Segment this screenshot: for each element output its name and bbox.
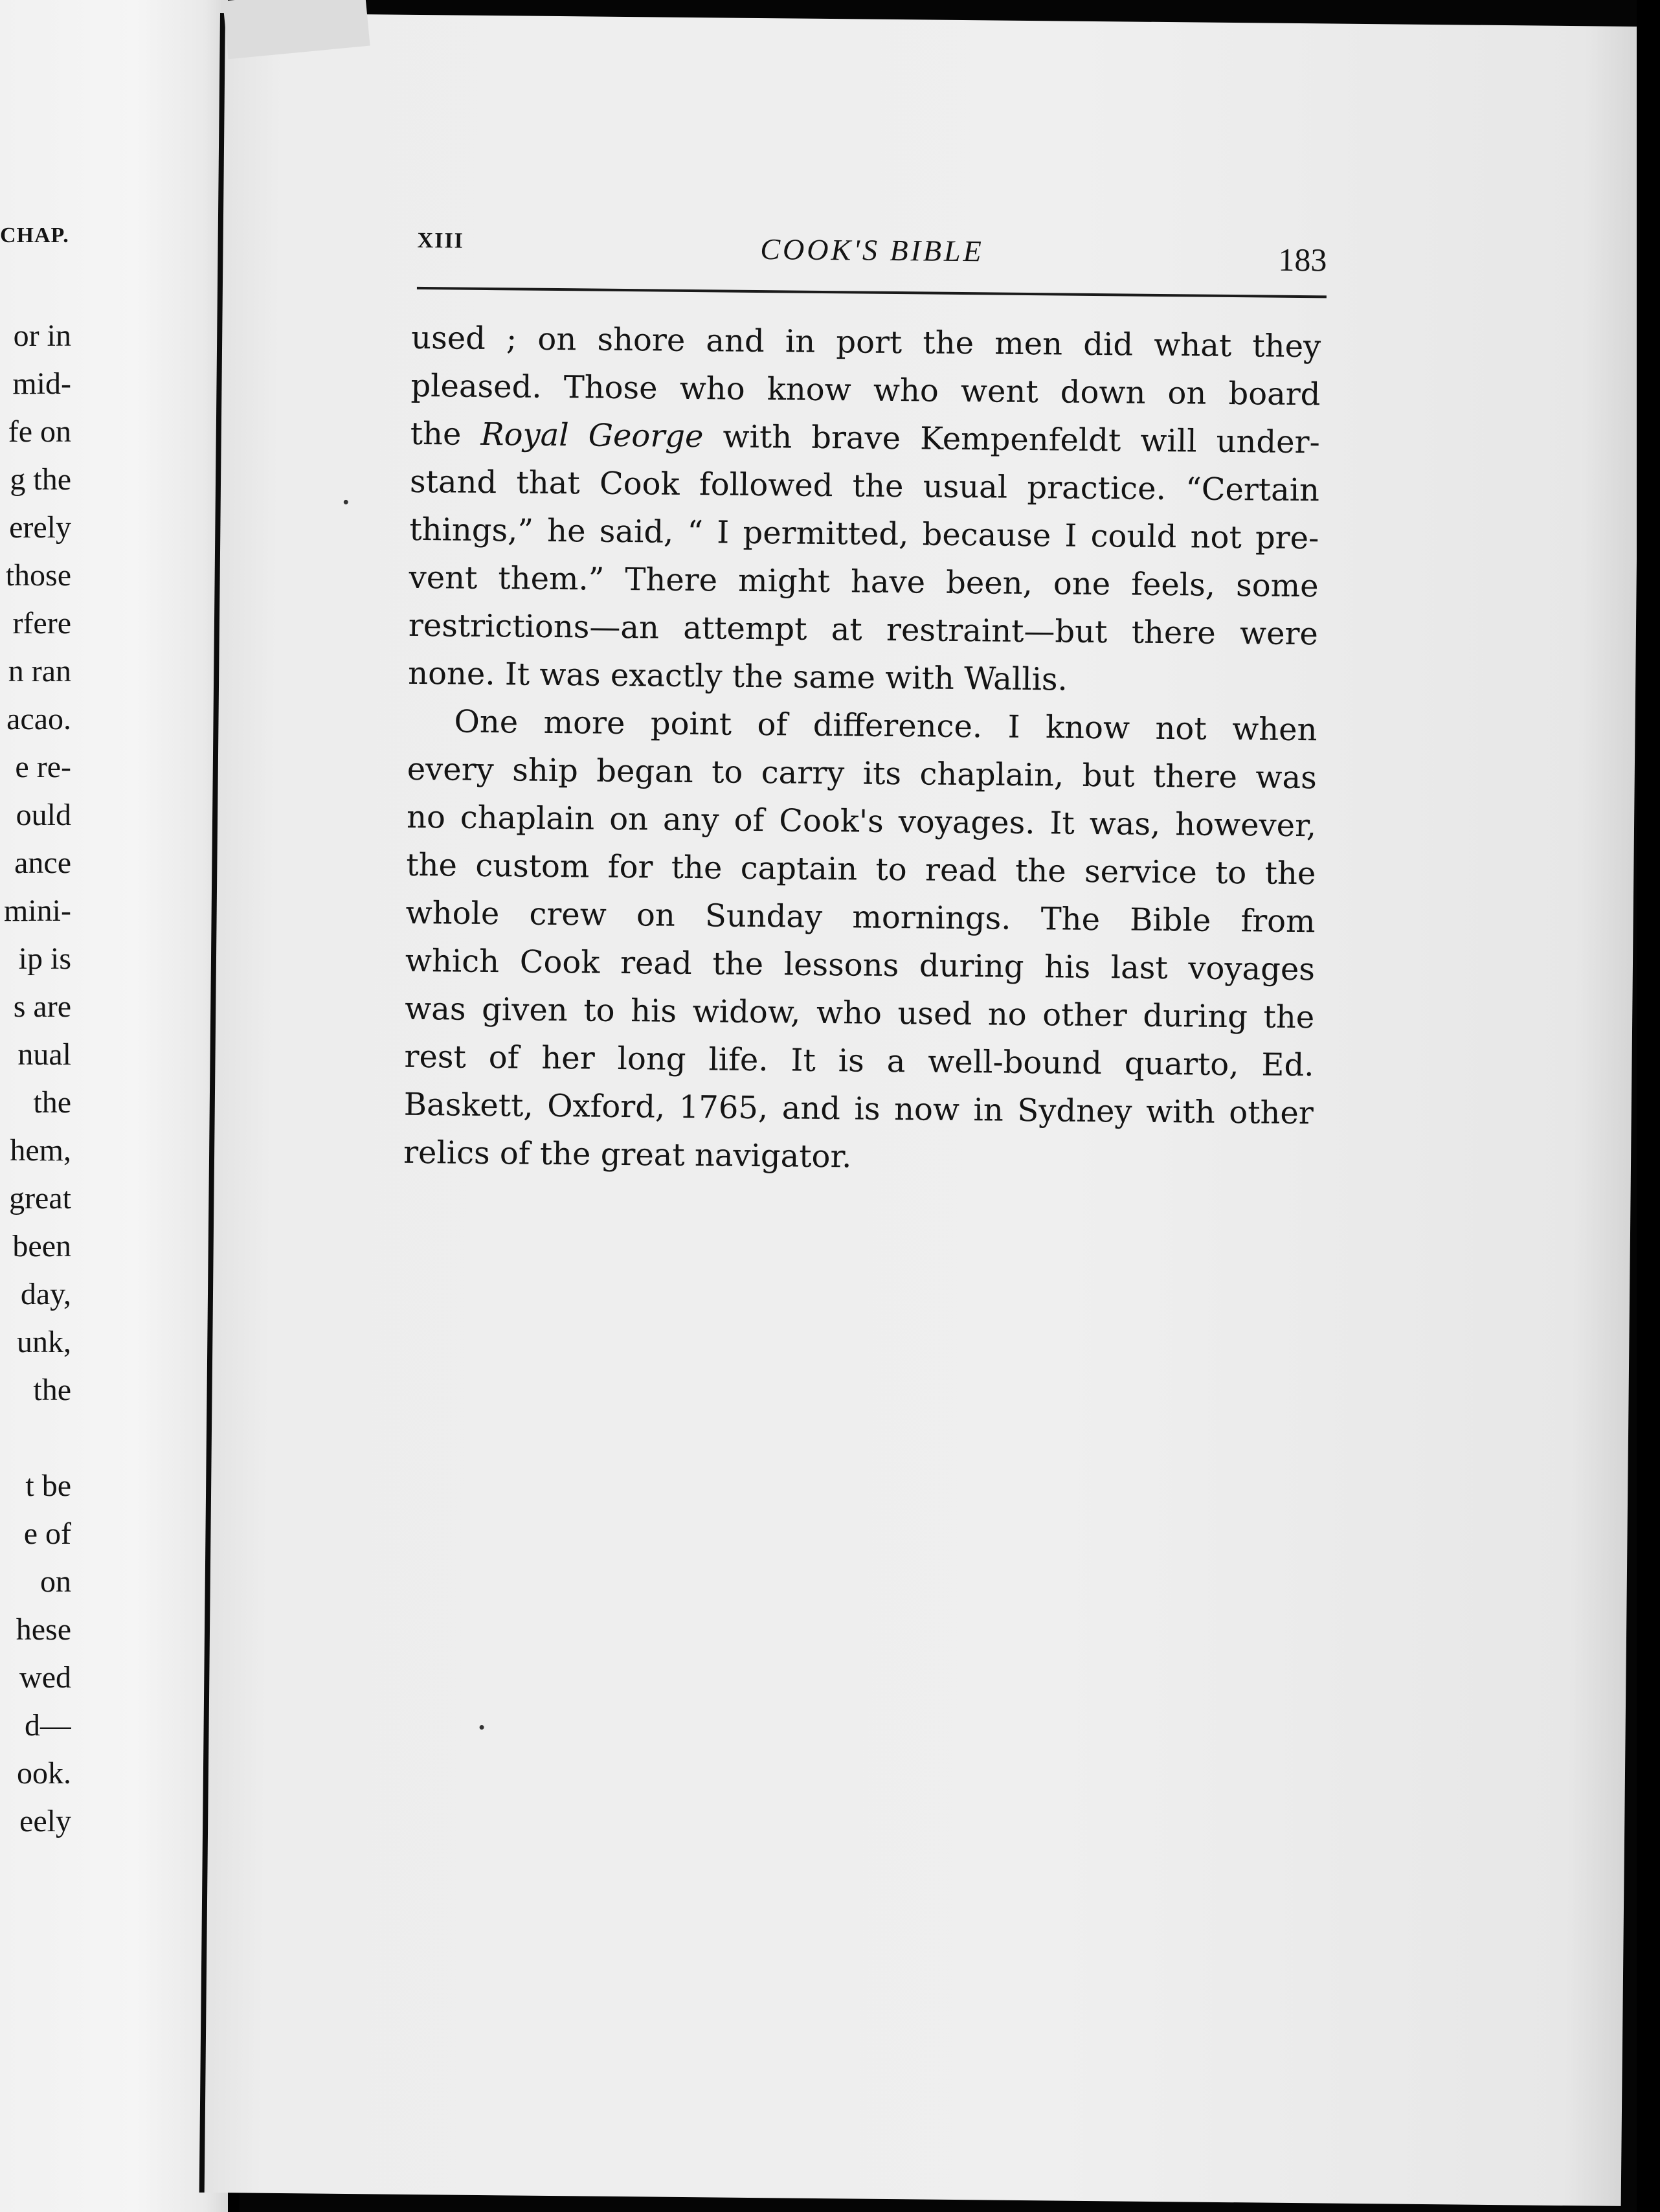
previous-page-line-fragment: unk,: [17, 1325, 71, 1359]
previous-page-line-fragment: mid-: [12, 367, 71, 401]
previous-page-line-fragment: acao.: [6, 702, 71, 736]
previous-page-running-head: CHAP.: [0, 223, 69, 247]
scan-right-edge: [1637, 0, 1660, 2212]
previous-page-line-fragment: nual: [17, 1037, 71, 1072]
previous-page-line-fragment: hese: [16, 1612, 71, 1647]
previous-page-line-fragment: n ran: [8, 654, 71, 688]
text-line: vent them.” There might have been, one feels, some: [409, 559, 1319, 605]
text-line: which Cook read the lessons during his last voyages: [405, 942, 1316, 988]
previous-page-line-fragment: ould: [16, 798, 71, 832]
page-title: COOK'S BIBLE: [760, 232, 984, 268]
previous-page-line-fragment: those: [5, 558, 71, 592]
previous-page-line-fragment: t be: [25, 1469, 71, 1503]
ship-name-italic: Royal George: [480, 416, 704, 455]
text-line: relics of the great navigator.: [403, 1134, 852, 1175]
previous-page-line-fragment: e re-: [15, 750, 71, 784]
previous-page-line-fragment: erely: [9, 510, 71, 545]
previous-page-line-fragment: d—: [25, 1708, 71, 1743]
torn-page-corner: [223, 0, 370, 59]
previous-page-line-fragment: day,: [20, 1277, 71, 1311]
previous-page-line-fragment: on: [40, 1564, 71, 1599]
text-line: rest of her long life. It is a well-bound quarto, Ed.: [404, 1038, 1314, 1084]
text-line: Baskett, Oxford, 1765, and is now in Sydney with other: [403, 1086, 1314, 1132]
previous-page-line-fragment: ance: [14, 846, 71, 880]
previous-page-line-fragment: been: [12, 1229, 71, 1263]
text-line: things,” he said, “ I permitted, because I could not pre-: [409, 511, 1319, 557]
previous-page-text-fragments: [0, 312, 71, 1845]
page-183: [199, 13, 1642, 2206]
text-line: was given to his widow, who used no other during the: [404, 990, 1315, 1036]
body-text: [403, 314, 1321, 1185]
text-line: restrictions—an attempt at restraint—but there were: [408, 607, 1319, 653]
previous-page-line-fragment: great: [9, 1181, 71, 1215]
previous-page-line-fragment: wed: [19, 1660, 71, 1695]
previous-page-line-fragment: or in: [13, 319, 71, 353]
paper-speck: [480, 1725, 484, 1730]
previous-page-line-fragment: mini-: [4, 894, 71, 928]
previous-page-line-fragment: fe on: [8, 414, 71, 449]
previous-page-line-fragment: e of: [23, 1517, 71, 1551]
text-line: no chaplain on any of Cook's voyages. It was, however,: [406, 798, 1317, 844]
text-line: stand that Cook followed the usual practice. “Certain: [409, 463, 1320, 509]
text-line: whole crew on Sunday mornings. The Bible from: [405, 894, 1316, 940]
previous-page-line-fragment: s are: [13, 989, 71, 1024]
text-line: pleased. Those who know who went down on board: [410, 367, 1321, 413]
text-segment: the: [410, 415, 481, 453]
header-rule: [417, 287, 1327, 298]
previous-page-line-fragment: ook.: [17, 1756, 71, 1790]
running-head: [417, 229, 1327, 282]
text-line: [410, 410, 1320, 466]
text-line: none. It was exactly the same with Wallis.: [407, 655, 1068, 698]
previous-page-line-fragment: eely: [19, 1804, 71, 1838]
previous-page-line-fragment: the: [33, 1373, 71, 1407]
text-line: used ; on shore and in port the men did what they: [410, 319, 1321, 365]
previous-page-line-fragment: hem,: [10, 1133, 71, 1168]
paper-speck: [344, 500, 348, 504]
text-line: the custom for the captain to read the service to the: [406, 846, 1316, 892]
text-segment: with brave Kempenfeldt will under-: [703, 418, 1320, 461]
text-line: One more point of difference. I know not when: [454, 703, 1318, 749]
previous-page-fragment: [0, 0, 228, 2212]
page-number: 183: [1278, 241, 1327, 278]
previous-page-line-fragment: [0, 1414, 71, 1462]
chapter-number: XIII: [417, 228, 465, 253]
text-line: every ship began to carry its chaplain, but there was: [407, 751, 1318, 796]
previous-page-line-fragment: rfere: [12, 606, 71, 640]
previous-page-line-fragment: ip is: [18, 942, 71, 976]
previous-page-line-fragment: g the: [10, 462, 71, 497]
previous-page-line-fragment: the: [33, 1085, 71, 1120]
